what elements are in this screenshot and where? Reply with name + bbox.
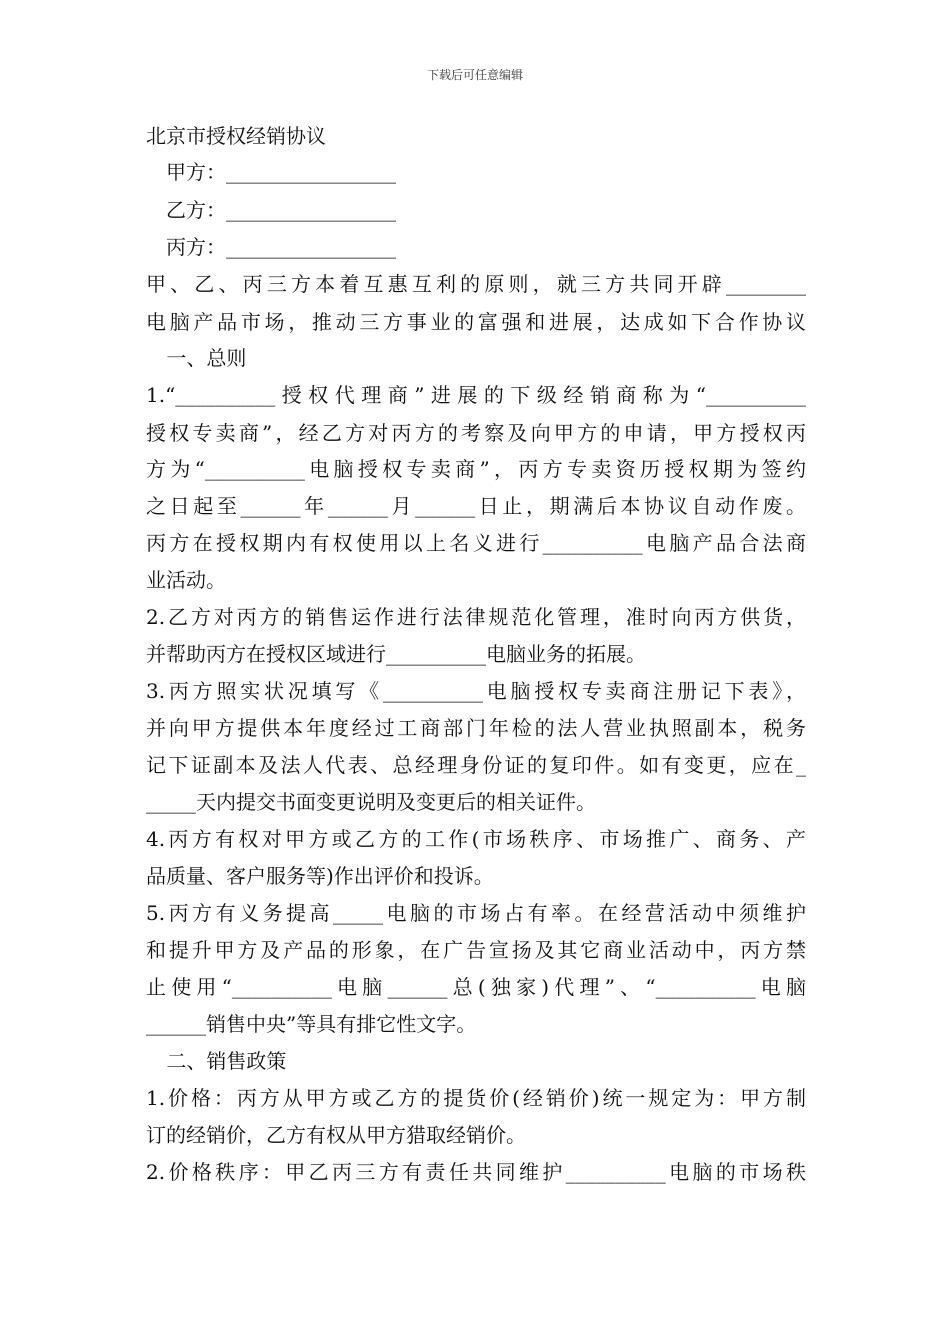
body-line: 并向甲方提供本年度经过工商部门年检的法人营业执照副本，税务 xyxy=(146,716,806,740)
body-line: 2.乙方对丙方的销售运作进行法律规范化管理，准时向丙方供货， xyxy=(146,605,806,629)
body-line: 电脑产品市场，推动三方事业的富强和进展，达成如下合作协议 xyxy=(146,310,806,334)
body-line: 授权专卖商”，经乙方对丙方的考察及向甲方的申请，甲方授权丙 xyxy=(146,421,806,445)
document-title: 北京市授权经销协议 xyxy=(146,124,326,148)
body-line: _____天内提交书面变更说明及变更后的相关证件。 xyxy=(146,790,596,814)
body-line: 5.丙方有义务提高_____电脑的市场占有率。在经营活动中须维护 xyxy=(146,901,806,925)
body-line: 4.丙方有权对甲方或乙方的工作(市场秩序、市场推广、商务、产 xyxy=(146,827,806,851)
body-line: 订的经销价，乙方有权从甲方猎取经销价。 xyxy=(146,1123,526,1147)
body-line: ______销售中央”等具有排它性文字。 xyxy=(146,1012,477,1036)
body-line: 止使用“__________电脑______总(独家)代理”、“__________电脑 xyxy=(146,975,806,999)
body-line: 3.丙方照实状况填写《__________电脑授权专卖商注册记下表》， xyxy=(146,679,806,703)
body-line: 和提升甲方及产品的形象，在广告宣扬及其它商业活动中，丙方禁 xyxy=(146,938,806,962)
body-line: 品质量、客户服务等)作出评价和投诉。 xyxy=(146,864,494,888)
body-line: 2.价格秩序：甲乙丙三方有责任共同维护__________电脑的市场秩 xyxy=(146,1160,806,1184)
party-a-line: 甲方：_________________ xyxy=(166,160,396,184)
body-line: 方为“__________电脑授权专卖商”，丙方专卖资历授权期为签约 xyxy=(146,457,806,481)
section-heading: 一、总则 xyxy=(160,346,247,370)
body-line: 之日起至______年______月______日止，期满后本协议自动作废。 xyxy=(146,494,806,518)
party-b-line: 乙方：_________________ xyxy=(166,198,396,222)
body-line: 丙方在授权期内有权使用以上名义进行__________电脑产品合法商 xyxy=(146,531,806,555)
body-line: 业活动。 xyxy=(146,568,226,592)
body-line: 并帮助丙方在授权区域进行__________电脑业务的拓展。 xyxy=(146,642,646,666)
body-line: 甲、乙、丙三方本着互惠互利的原则，就三方共同开辟________ xyxy=(146,272,806,296)
body-line: 1.价格：丙方从甲方或乙方的提货价(经销价)统一规定为：甲方制 xyxy=(146,1086,806,1110)
body-line: 记下证副本及法人代表、总经理身份证的复印件。如有变更，应在_ xyxy=(146,753,806,777)
section-heading: 二、销售政策 xyxy=(160,1049,287,1073)
body-line: 1.“__________授权代理商”进展的下级经销商称为“__________ xyxy=(146,383,806,407)
page-header: 下载后可任意编辑 xyxy=(426,68,523,82)
party-c-line: 丙方：_________________ xyxy=(166,235,396,259)
